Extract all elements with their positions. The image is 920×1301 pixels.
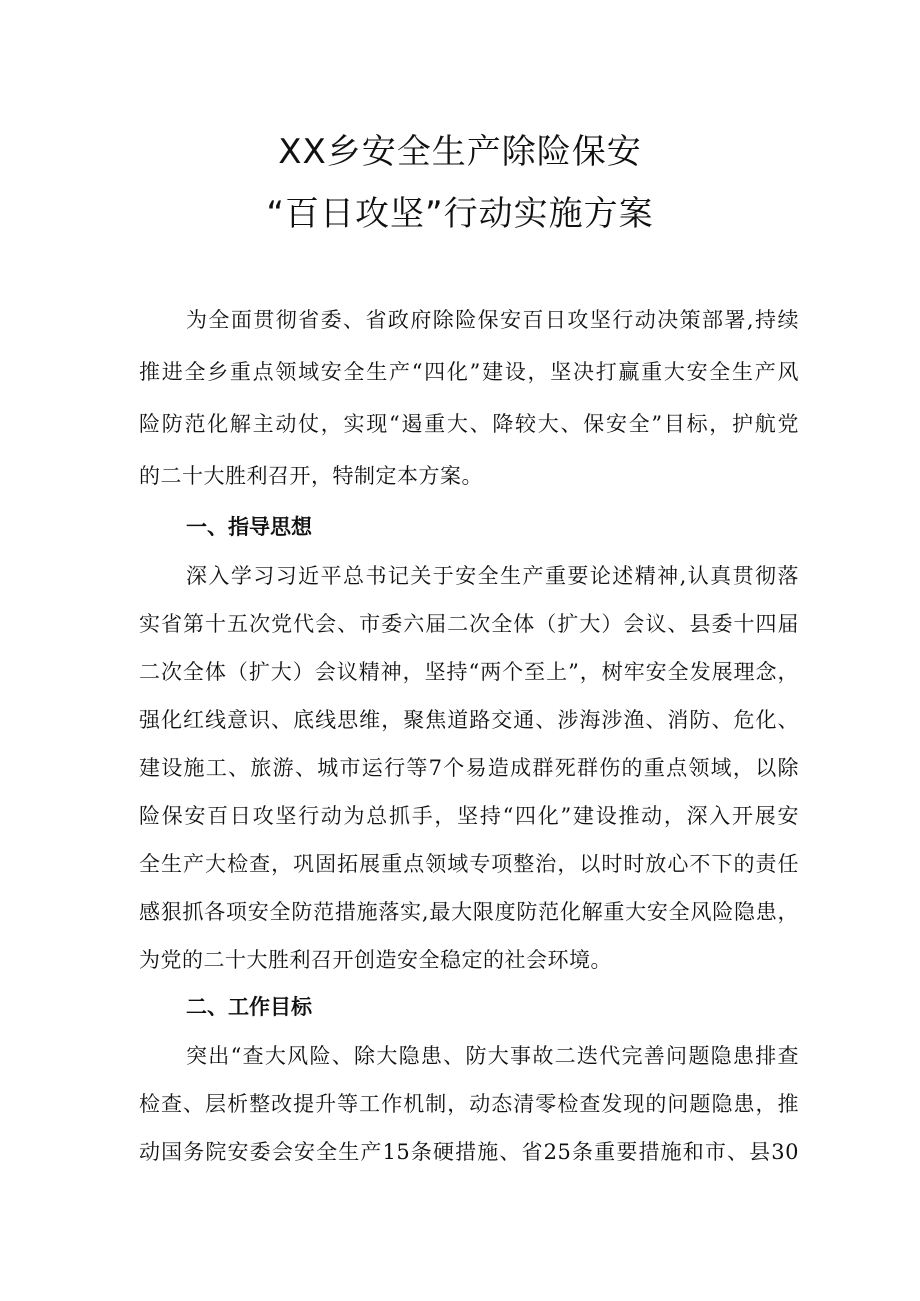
section1-line-9: 为党的二十大胜利召开创造安全稳定的社会环境。	[139, 948, 612, 972]
section1-line-3: 二次全体（扩大）会议精神，坚持“两个至上”，树牢安全发展理念，	[139, 660, 799, 684]
section1-line-5: 建设施工、旅游、城市运行等7个易造成群死群伤的重点领域，以除	[139, 756, 799, 780]
section-heading-guiding-ideology: 一、指导思想	[186, 515, 312, 539]
intro-line-3: 险防范化解主动仗，实现“遏重大、降较大、保安全”目标，护航党	[139, 412, 799, 436]
section1-line-7: 全生产大检查，巩固拓展重点领域专项整治，以时时放心不下的责任	[139, 852, 799, 876]
section1-line-8: 感狠抓各项安全防范措施落实,最大限度防范化解重大安全风险隐患，	[139, 900, 799, 924]
section2-line-1: 突出“查大风险、除大隐患、防大事故二迭代完善问题隐患排查	[186, 1044, 799, 1068]
document-title-line-1: XX乡安全生产除险保安	[278, 132, 642, 172]
section1-line-6: 险保安百日攻坚行动为总抓手，坚持“四化”建设推动，深入开展安	[139, 804, 799, 828]
section1-line-4: 强化红线意识、底线思维，聚焦道路交通、涉海涉渔、消防、危化、	[139, 708, 799, 732]
section-heading-work-goals: 二、工作目标	[186, 995, 312, 1019]
section2-line-3: 动国务院安委会安全生产15条硬措施、省25条重要措施和市、县30	[139, 1140, 799, 1164]
document-title-line-2: “百日攻坚”行动实施方案	[266, 194, 654, 234]
intro-line-4: 的二十大胜利召开，特制定本方案。	[139, 464, 483, 488]
section2-line-2: 检查、层析整改提升等工作机制，动态清零检查发现的问题隐患，推	[139, 1092, 799, 1116]
intro-line-1: 为全面贯彻省委、省政府除险保安百日攻坚行动决策部署,持续	[186, 308, 799, 332]
intro-line-2: 推进全乡重点领域安全生产“四化”建设，坚决打赢重大安全生产风	[139, 360, 799, 384]
section1-line-1: 深入学习习近平总书记关于安全生产重要论述精神,认真贯彻落	[186, 564, 799, 588]
section1-line-2: 实省第十五次党代会、市委六届二次全体（扩大）会议、县委十四届	[139, 612, 799, 636]
